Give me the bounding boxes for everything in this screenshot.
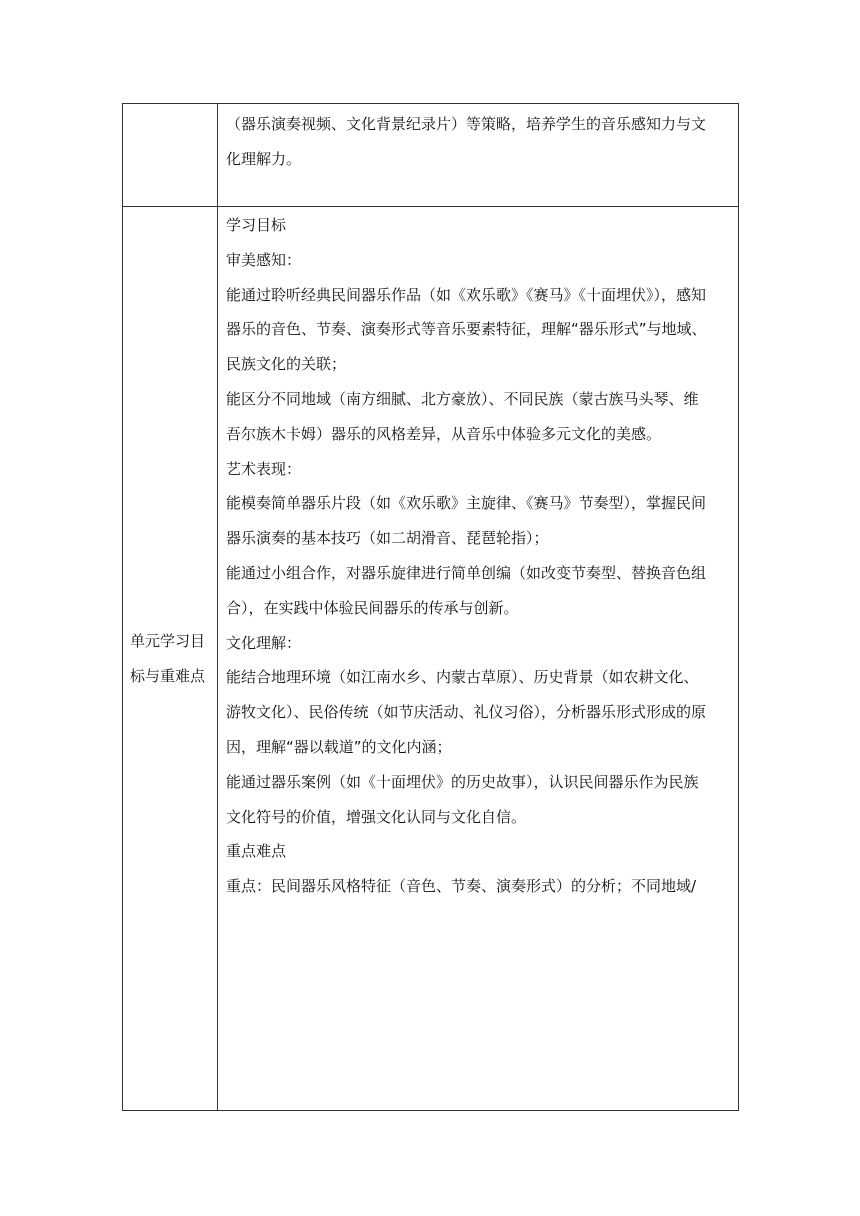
row-label-line: 单元学习目 [130, 631, 206, 650]
text-line: 重点：民间器乐风格特征（音色、节奏、演奏形式）的分析；不同地域/ [226, 877, 697, 896]
text-line: 艺术表现： [226, 459, 302, 478]
table-row [123, 207, 739, 1111]
row-label-cell [123, 104, 218, 207]
lesson-plan-table [122, 103, 739, 1111]
text-line: 能模奏简单器乐片段（如《欢乐歌》主旋律、《赛马》节奏型），掌握民间 [226, 494, 707, 513]
text-line: （器乐演奏视频、文化背景纪录片）等策略，培养学生的音乐感知力与文 [226, 115, 707, 133]
text-line: 民族文化的关联； [226, 355, 347, 374]
text-line: 能区分不同地域（南方细腻、北方豪放）、不同民族（蒙古族马头琴、维 [226, 389, 699, 408]
text-line: 能结合地理环境（如江南水乡、内蒙古草原）、历史背景（如农耕文化、 [226, 668, 699, 687]
text-line: 器乐的音色、节奏、演奏形式等音乐要素特征，理解“器乐形式”与地域、 [226, 320, 707, 339]
text-line: 因，理解“器以载道”的文化内涵； [226, 737, 452, 756]
row-content-cell [218, 207, 739, 1111]
text-line: 游牧文化）、民俗传统（如节庆活动、礼仪习俗），分析器乐形式形成的原 [226, 703, 707, 722]
cell-text [218, 104, 738, 169]
table-row [123, 104, 739, 207]
text-line: 能通过器乐案例（如《十面埋伏》的历史故事），认识民间器乐作为民族 [226, 772, 699, 791]
text-line: 审美感知： [226, 250, 302, 269]
text-line: 重点难点 [226, 842, 287, 861]
cell-text [218, 207, 738, 896]
text-line: 能通过小组合作，对器乐旋律进行简单创编（如改变节奏型、替换音色组 [226, 563, 707, 582]
row-label-line: 标与重难点 [130, 666, 206, 685]
text-line: 合），在实践中体验民间器乐的传承与创新。 [226, 598, 519, 617]
text-line: 化理解力。 [226, 149, 302, 168]
text-line: 器乐演奏的基本技巧（如二胡滑音、琵琶轮指）； [226, 529, 549, 548]
row-label-cell [123, 207, 218, 1111]
text-line: 文化符号的价值，增强文化认同与文化自信。 [226, 807, 527, 826]
text-line: 学习目标 [226, 216, 287, 234]
text-line: 文化理解： [226, 633, 302, 652]
text-line: 能通过聆听经典民间器乐作品（如《欢乐歌》《赛马》《十面埋伏》），感知 [226, 285, 707, 304]
row-content-cell [218, 104, 739, 207]
text-line: 吾尔族木卡姆）器乐的风格差异，从音乐中体验多元文化的美感。 [226, 424, 662, 443]
